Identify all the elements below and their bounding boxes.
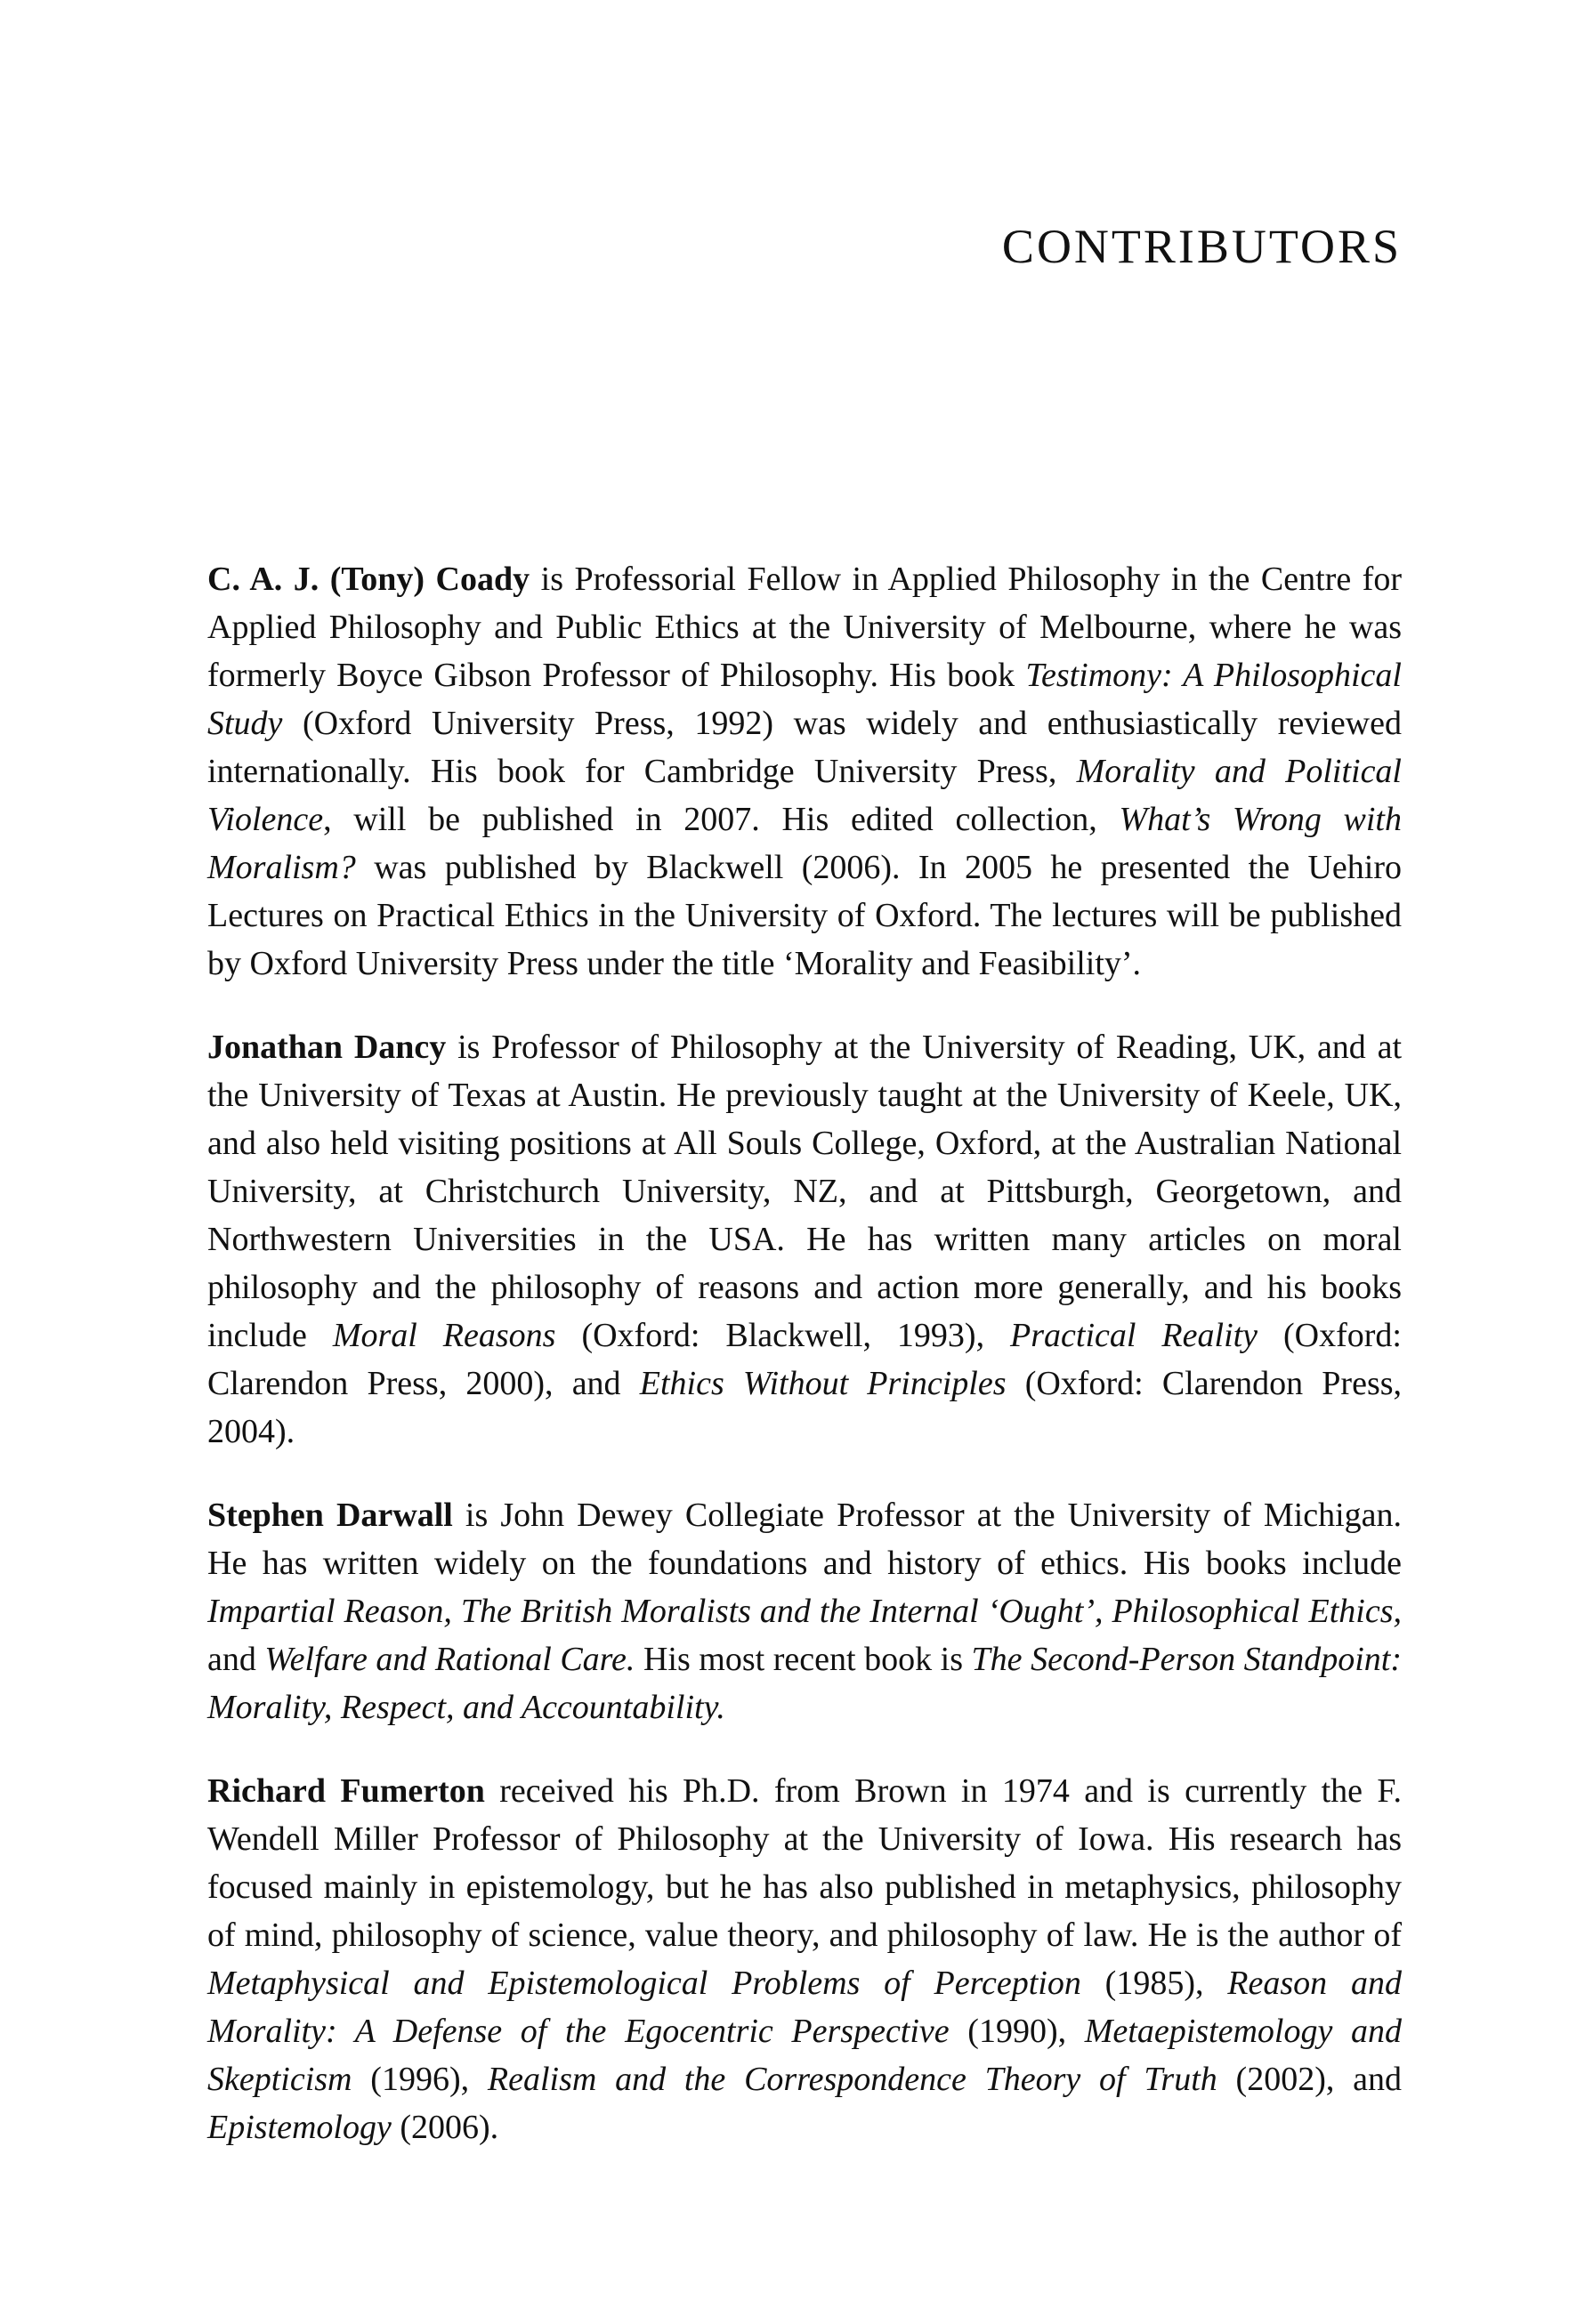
book-title: Impartial Reason, The British Moralists and the Internal ‘Ought’, Philosophical Ethics,: [207, 1593, 1402, 1630]
book-title: Practical Reality: [1010, 1317, 1258, 1354]
contributor-name: Richard Fumerton: [207, 1772, 485, 1810]
bio-text: , will be published in 2007. His edited collection,: [323, 801, 1120, 838]
contributor-entry: [207, 1023, 1402, 1456]
contributor-name: Jonathan Dancy: [207, 1029, 447, 1066]
bio-text: (2006).: [391, 2109, 499, 2146]
bio-text: (1990),: [949, 2013, 1085, 2050]
book-title: The Second-Person Standpoint: Morality, Respect, and Accountability.: [207, 1641, 1402, 1726]
contributor-entry: [207, 555, 1402, 988]
book-title: What’s Wrong with Moralism?: [207, 801, 1402, 886]
book-title: Ethics Without Principles: [639, 1365, 1007, 1402]
contributor-entry: [207, 1491, 1402, 1731]
bio-text: (Oxford: Clarendon Press, 2000), and: [207, 1317, 1402, 1402]
book-title: Metaepistemology and Skepticism: [207, 2013, 1402, 2098]
book-title: Welfare and Rational Care.: [264, 1641, 635, 1678]
bio-text: and: [207, 1641, 265, 1678]
book-title: Moral Reasons: [332, 1317, 556, 1354]
bio-text: is Professor of Philosophy at the University of Reading, UK, and at the University of Texas at Austin. He previously taught at the University of Keele, UK, and also held visiting positions at All Souls College, Oxford, at the Australian National University, at Christchurch University, NZ, and at Pittsburgh, Georgetown, and Northwestern Universities in the USA. He has written many articles on moral philosophy and the philosophy of reasons and action more generally, and his books include: [207, 1029, 1403, 1354]
contributor-name: C. A. J. (Tony) Coady: [207, 561, 530, 598]
book-title: Testimony: A Philosophical Study: [207, 657, 1402, 742]
bio-text: received his Ph.D. from Brown in 1974 and is currently the F. Wendell Miller Professor of Philosophy at the University of Iowa. His research has focused mainly in epistemology, but he has also published in metaphysics, philosophy of mind, philosophy of science, value theory, and philosophy of law. He is the author of: [207, 1772, 1402, 1954]
contributor-name: Stephen Darwall: [207, 1497, 453, 1534]
bio-text: (Oxford: Clarendon Press, 2004).: [207, 1365, 1403, 1450]
page-title: CONTRIBUTORS: [1001, 220, 1402, 273]
book-title: Reason and Morality: A Defense of the Egocentric Perspective: [207, 1965, 1402, 2050]
bio-text: (1985),: [1080, 1965, 1228, 2002]
contributor-entry: [207, 1767, 1402, 2151]
bio-text: (1996),: [352, 2061, 488, 2098]
bio-text: His most recent book is: [635, 1641, 972, 1678]
bio-text: (Oxford University Press, 1992) was widely and enthusiastically reviewed internationally. His book for Cambridge University Press,: [207, 705, 1402, 790]
bio-text: is Professorial Fellow in Applied Philosophy in the Centre for Applied Philosophy and Public Ethics at the University of Melbourne, where he was formerly Boyce Gibson Professor of Philosophy. His book: [207, 561, 1402, 694]
contributor-list: [207, 555, 1402, 2187]
book-title: Realism and the Correspondence Theory of Truth: [487, 2061, 1217, 2098]
book-title: Metaphysical and Epistemological Problems of Perception: [207, 1965, 1081, 2002]
bio-text: was published by Blackwell (2006). In 2005 he presented the Uehiro Lectures on Practical Ethics in the University of Oxford. The lectures will be published by Oxford University Press under the title ‘Morality and Feasibility’.: [207, 849, 1402, 982]
book-title: Epistemology: [207, 2109, 392, 2146]
bio-text: is John Dewey Collegiate Professor at the University of Michigan. He has written widely on the foundations and history of ethics. His books include: [207, 1497, 1402, 1582]
book-title: Morality and Political Violence: [207, 753, 1402, 838]
bio-text: (2002), and: [1217, 2061, 1402, 2098]
bio-text: (Oxford: Blackwell, 1993),: [555, 1317, 1011, 1354]
